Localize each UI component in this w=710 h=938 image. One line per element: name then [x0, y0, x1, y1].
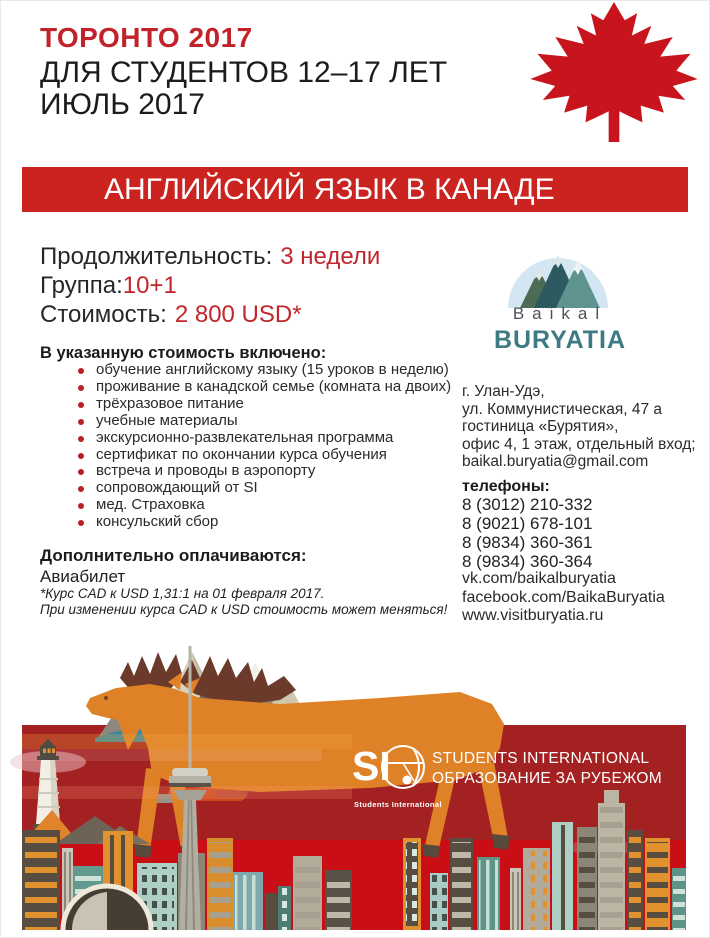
agency-email: baikal.buryatia@gmail.com [462, 453, 649, 470]
address-line: ул. Коммунистическая, 47 а [462, 400, 663, 418]
param-duration-value: 3 недели [280, 243, 381, 270]
address-line: г. Улан-Удэ, [462, 383, 545, 400]
included-item: встреча и проводы в аэропорту [40, 463, 451, 480]
included-item: мед. Страховка [40, 497, 451, 514]
page-subtitle-month: ИЮЛЬ 2017 [40, 88, 205, 121]
param-duration-label: Продолжительность: [40, 243, 273, 270]
extra-item: Авиабилет [40, 567, 126, 586]
si-caption: Students International [354, 800, 442, 809]
currency-note-2: При изменении курса CAD к USD стоимость может меняться! [40, 602, 448, 617]
param-price-label: Стоимость: [40, 301, 167, 328]
si-tagline-line1: STUDENTS INTERNATIONAL [432, 750, 650, 767]
extra-heading: Дополнительно оплачиваются: [40, 546, 307, 565]
included-item: сертификат по окончании курса обучения [40, 447, 451, 464]
si-globe-icon [380, 744, 426, 790]
param-price-value: 2 800 USD* [174, 301, 302, 328]
phones-label: телефоны: [462, 478, 550, 495]
banner-text: АНГЛИЙСКИЙ ЯЗЫК В КАНАДЕ [104, 173, 555, 206]
phone-number: 8 (9834) 360-364 [462, 552, 593, 571]
currency-note-1: *Курс CAD к USD 1,31:1 на 01 февраля 2017. [40, 586, 325, 601]
agency-address [462, 383, 696, 471]
param-group [40, 272, 177, 300]
included-item: сопровождающий от SI [40, 480, 451, 497]
included-item: проживание в канадской семье (комната на двоих) [40, 379, 451, 396]
si-tagline-line2: ОБРАЗОВАНИЕ ЗА РУБЕЖОМ [432, 769, 662, 787]
included-item: консульский сбор [40, 514, 451, 531]
logo-text-baikal: Baikal [512, 304, 608, 323]
phone-number: 8 (3012) 210-332 [462, 495, 593, 514]
included-item: обучение английскому языку (15 уроков в неделю) [40, 362, 451, 379]
param-price [40, 301, 302, 329]
maple-leaf-icon [525, 2, 703, 142]
page-subtitle-age: ДЛЯ СТУДЕНТОВ 12–17 ЛЕТ [40, 56, 448, 89]
agency-links [462, 570, 665, 626]
phone-number: 8 (9834) 360-361 [462, 533, 593, 552]
logo-text-buryatia: BURYATIA [493, 326, 627, 354]
address-line: офис 4, 1 этаж, отдельный вход; [462, 435, 696, 453]
included-item: учебные материалы [40, 413, 451, 430]
param-group-label: Группа: [40, 272, 123, 299]
included-item: экскурсионно-развлекательная программа [40, 430, 451, 447]
facebook-link: facebook.com/BaikaBuryatia [462, 588, 665, 606]
page-title: ТОРОНТО 2017 [40, 22, 253, 53]
vk-link: vk.com/baikalburyatia [462, 570, 616, 587]
baikal-buryatia-logo-icon [506, 248, 610, 308]
si-logo-text: SI [352, 743, 391, 789]
included-list [40, 362, 451, 531]
phone-number: 8 (9021) 678-101 [462, 514, 593, 533]
param-group-value: 10+1 [122, 272, 177, 299]
param-duration [40, 243, 380, 271]
agency-phones [462, 495, 592, 571]
included-item: трёхразовое питание [40, 396, 451, 413]
included-heading: В указанную стоимость включено: [40, 344, 327, 362]
si-tagline [432, 749, 662, 788]
website-link: www.visitburyatia.ru [462, 607, 604, 624]
section-banner [22, 167, 688, 212]
address-line: гостиница «Бурятия», [462, 418, 619, 435]
